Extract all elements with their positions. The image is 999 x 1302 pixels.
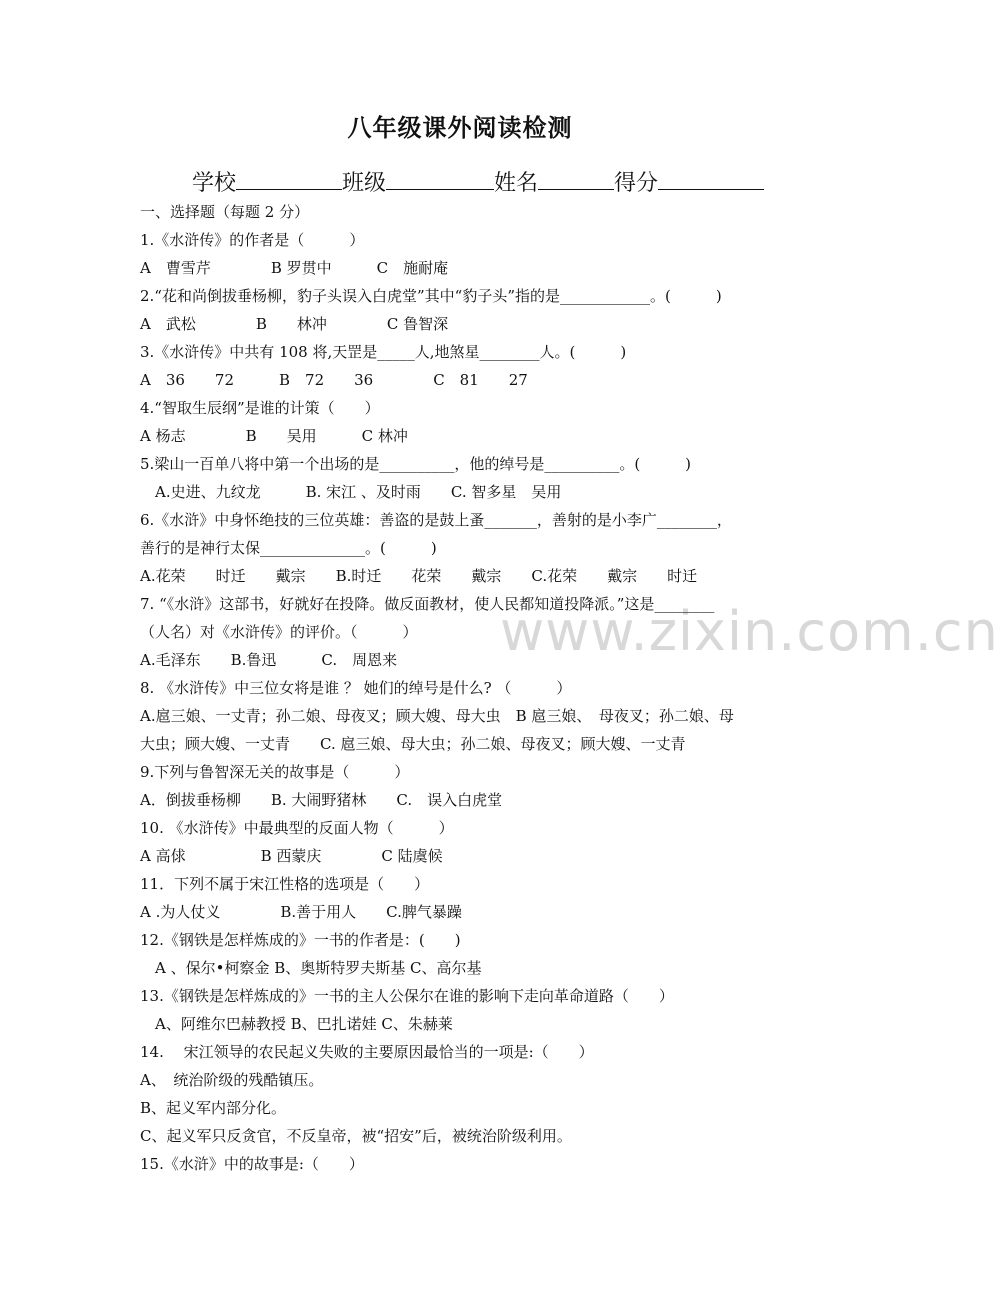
score-label: 得分 <box>614 171 659 196</box>
question-line: 4.“智取生辰纲”是谁的计策（ ） <box>140 399 380 417</box>
question-line: 13.《钢铁是怎样炼成的》一书的主人公保尔在谁的影响下走向革命道路（ ） <box>140 987 674 1005</box>
question-line: 12.《钢铁是怎样炼成的》一书的作者是：( ) <box>140 931 461 949</box>
watermark: www.zixin.com.cn <box>500 600 999 663</box>
question-line: 善行的是神行太保______________。( ) <box>140 539 437 557</box>
options-line: A 曹雪芹 B 罗贯中 C 施耐庵 <box>140 259 449 277</box>
school-label: 学校 <box>192 171 237 196</box>
school-blank <box>236 169 342 190</box>
question-line: 5.梁山一百单八将中第一个出场的是__________，他的绰号是__________。( ) <box>140 455 692 473</box>
options-line: C、起义军只反贪官，不反皇帝，被“招安”后，被统治阶级利用。 <box>140 1127 572 1145</box>
options-line: A 武松 B 林冲 C 鲁智深 <box>140 315 449 333</box>
name-blank <box>538 169 614 190</box>
options-line: A.史进、九纹龙 B. 宋江 、及时雨 C. 智多星 吴用 <box>140 483 562 501</box>
question-line: （人名）对《水浒传》的评价。（ ） <box>140 623 418 641</box>
question-line: 15.《水浒》中的故事是:（ ） <box>140 1155 364 1173</box>
options-line: B、起义军内部分化。 <box>140 1099 287 1117</box>
name-label: 姓名 <box>494 171 539 196</box>
options-line: A.花荣 时迁 戴宗 B.时迁 花荣 戴宗 C.花荣 戴宗 时迁 <box>140 567 698 585</box>
options-line: A.毛泽东 B.鲁迅 C. 周恩来 <box>140 651 398 669</box>
options-line: A、阿维尔巴赫教授 B、巴扎诺娃 C、朱赫莱 <box>140 1015 453 1033</box>
question-line: 1.《水浒传》的作者是（ ） <box>140 231 365 249</box>
options-line: 大虫；顾大嫂、一丈青 C. 扈三娘、母大虫；孙二娘、母夜叉；顾大嫂、一丈青 <box>140 735 686 753</box>
options-line: A .为人仗义 B.善于用人 C.脾气暴躁 <box>140 903 462 921</box>
class-blank <box>386 169 494 190</box>
options-line: A 高俅 B 西蒙庆 C 陆虞候 <box>140 847 443 865</box>
options-line: A.扈三娘、一丈青；孙二娘、母夜叉；顾大嫂、母大虫 B 扈三娘、 母夜叉；孙二娘、母 <box>140 707 734 725</box>
options-line: A．倒拔垂杨柳 B. 大闹野猪林 C. 误入白虎堂 <box>140 791 503 809</box>
question-line: 9.下列与鲁智深无关的故事是（ ） <box>140 763 410 781</box>
options-line: A 杨志 B 吴用 C 林冲 <box>140 427 408 445</box>
question-line: 14. 宋江领导的农民起义失败的主要原因最恰当的一项是:（ ） <box>140 1043 594 1061</box>
question-line: 8. 《水浒传》中三位女将是谁 ？ 她们的绰号是什么? （ ） <box>140 679 572 697</box>
question-line: 3.《水浒传》中共有 108 将,天罡是_____人,地煞星________人。( ) <box>140 343 627 361</box>
question-line: 10. 《水浒传》中最典型的反面人物（ ） <box>140 819 454 837</box>
options-line: A、 统治阶级的残酷镇压。 <box>140 1071 324 1089</box>
question-line: 11．下列不属于宋江性格的选项是（ ） <box>140 875 430 893</box>
student-info-fields <box>192 166 764 197</box>
section-heading: 一、选择题（每题 2 分） <box>140 203 310 221</box>
score-blank <box>658 169 764 190</box>
question-line: 2.“花和尚倒拔垂杨柳，豹子头误入白虎堂”其中“豹子头”指的是____________。( ) <box>140 287 722 305</box>
class-label: 班级 <box>342 171 387 196</box>
page-title: 八年级课外阅读检测 <box>347 113 573 142</box>
question-line: 6.《水浒》中身怀绝技的三位英雄：善盗的是鼓上蚤_______，善射的是小李广________， <box>140 511 732 529</box>
question-line: 7. “《水浒》这部书，好就好在投降。做反面教材，使人民都知道投降派。”这是________ <box>140 595 715 613</box>
options-line: A 36 72 B 72 36 C 81 27 <box>140 371 528 389</box>
options-line: A 、保尔•柯察金 B、奥斯特罗夫斯基 C、高尔基 <box>140 959 482 977</box>
